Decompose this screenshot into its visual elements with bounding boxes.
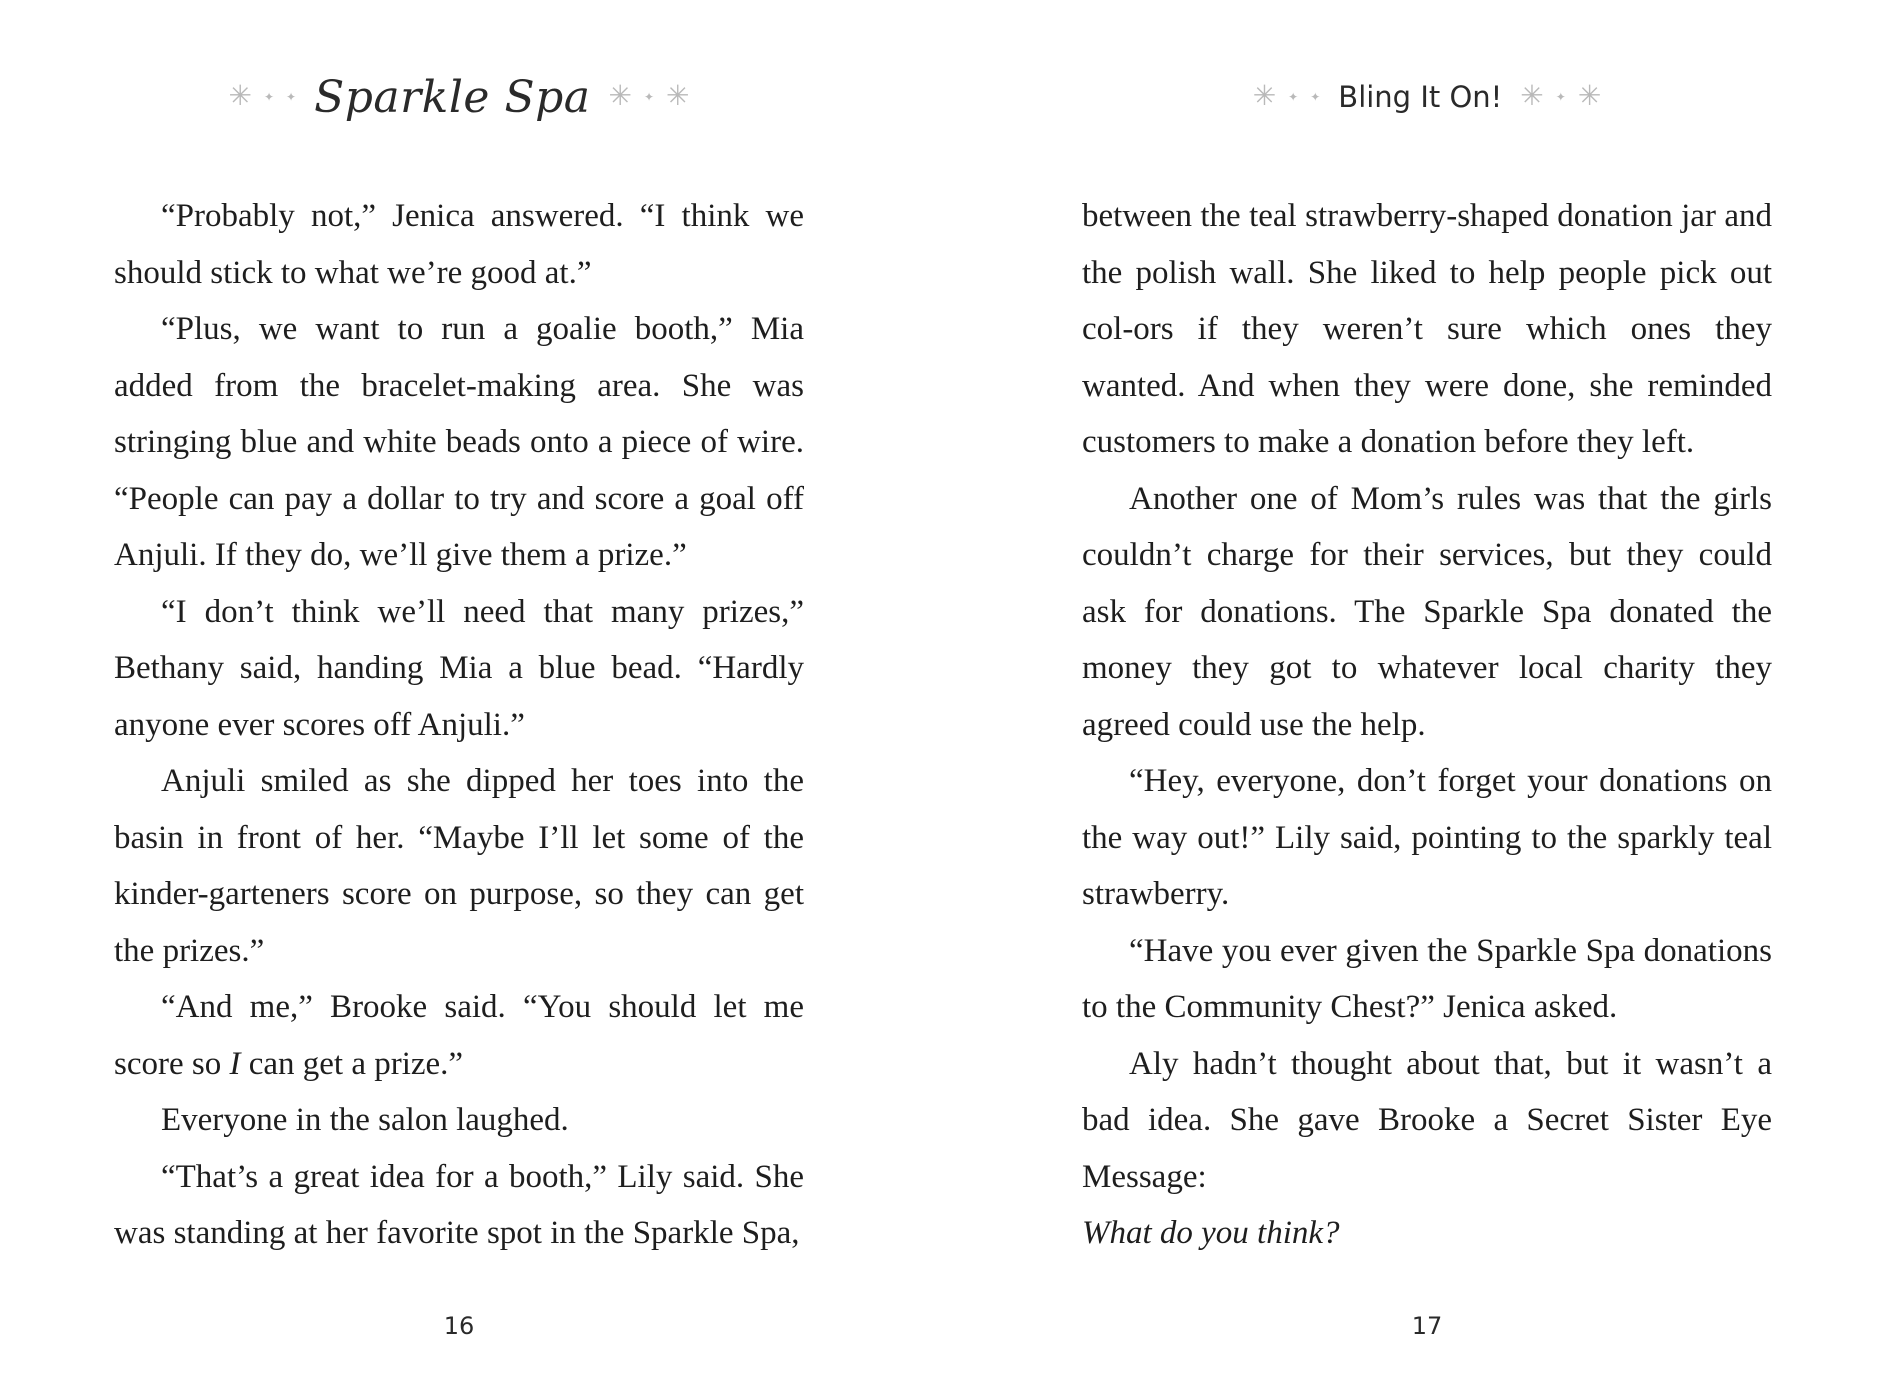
ornament-left-b	[608, 83, 689, 111]
paragraph: Everyone in the salon laughed.	[161, 1102, 569, 1138]
sparkle-dot-icon: ✦	[1310, 90, 1321, 104]
paragraph: Another one of Mom’s rules was that the girls couldn’t charge for their services, but they could ask for donations. The Sparkle Spa donated the money they got to whatever local charity they agreed could use the help.	[1082, 480, 1772, 743]
paragraph: “Hey, everyone, don’t forget your donations on the way out!” Lily said, pointing to the sparkly teal strawberry.	[1082, 763, 1772, 912]
sparkle-star-icon: ✳	[1577, 81, 1602, 112]
paragraph: “Plus, we want to run a goalie booth,” Mia added from the bracelet-making area. She was stringing blue and white beads onto a piece of wire. “People can pay a dollar to try and score a goal off Anjuli. If they do, we’ll give them a prize.”	[114, 311, 804, 573]
sparkle-dot-icon: ✦	[1555, 90, 1566, 104]
ornament-left-a	[229, 83, 297, 111]
sparkle-dot-icon: ✦	[263, 90, 275, 104]
right-page	[938, 0, 1876, 1396]
ornament-right-b	[1520, 83, 1601, 111]
sparkle-dot-icon: ✦	[643, 90, 655, 104]
paragraph-brooke	[114, 979, 804, 1092]
italic-text-run: I	[229, 1045, 241, 1082]
continued-paragraph: between the teal strawberry-shaped donation jar and the polish wall. She liked to help people pick out col-ors if they weren’t sure which ones they wanted. And when they were done, she reminded customers to make a donation before they left.	[1082, 198, 1772, 460]
paragraph: Aly hadn’t thought about that, but it wasn’t a bad idea. She gave Brooke a Secret Sister Eye Message:	[1082, 1045, 1772, 1195]
page-number-right: 17	[1411, 1312, 1443, 1340]
right-body-text	[1082, 188, 1772, 1262]
sparkle-dot-icon: ✦	[1288, 90, 1299, 104]
sparkle-star-icon: ✳	[228, 81, 252, 112]
running-head-left	[114, 62, 804, 132]
text-run: “And me,” Brooke said. “You should let me score so	[114, 989, 804, 1082]
book-title: Sparkle Spa	[314, 71, 591, 123]
sparkle-dot-icon: ✦	[286, 90, 297, 104]
italic-closing-line: What do you think?	[1082, 1215, 1340, 1251]
sparkle-star-icon: ✳	[1520, 81, 1544, 112]
paragraph: “I don’t think we’ll need that many prizes,” Bethany said, handing Mia a blue bead. “Hardly anyone ever scores off Anjuli.”	[114, 593, 804, 743]
running-head-right	[1082, 62, 1772, 132]
sparkle-star-icon: ✳	[1252, 81, 1277, 112]
left-page	[0, 0, 938, 1396]
ornament-right-a	[1253, 83, 1321, 111]
left-body-text	[114, 188, 804, 1262]
chapter-title: Bling It On!	[1338, 80, 1503, 114]
sparkle-star-icon: ✳	[666, 81, 690, 112]
paragraph: Anjuli smiled as she dipped her toes into the basin in front of her. “Maybe I’ll let some of the kinder-garteners score on purpose, so they can get the prizes.”	[114, 763, 804, 969]
text-run: can get a prize.”	[240, 1045, 464, 1082]
paragraph: “Have you ever given the Sparkle Spa donations to the Community Chest?” Jenica asked.	[1082, 932, 1772, 1025]
paragraph: “Probably not,” Jenica answered. “I think we should stick to what we’re good at.”	[114, 198, 804, 291]
page-number-left: 16	[443, 1312, 475, 1340]
paragraph: “That’s a great idea for a booth,” Lily said. She was standing at her favorite spot in the Sparkle Spa,	[114, 1158, 804, 1251]
sparkle-star-icon: ✳	[608, 81, 632, 112]
